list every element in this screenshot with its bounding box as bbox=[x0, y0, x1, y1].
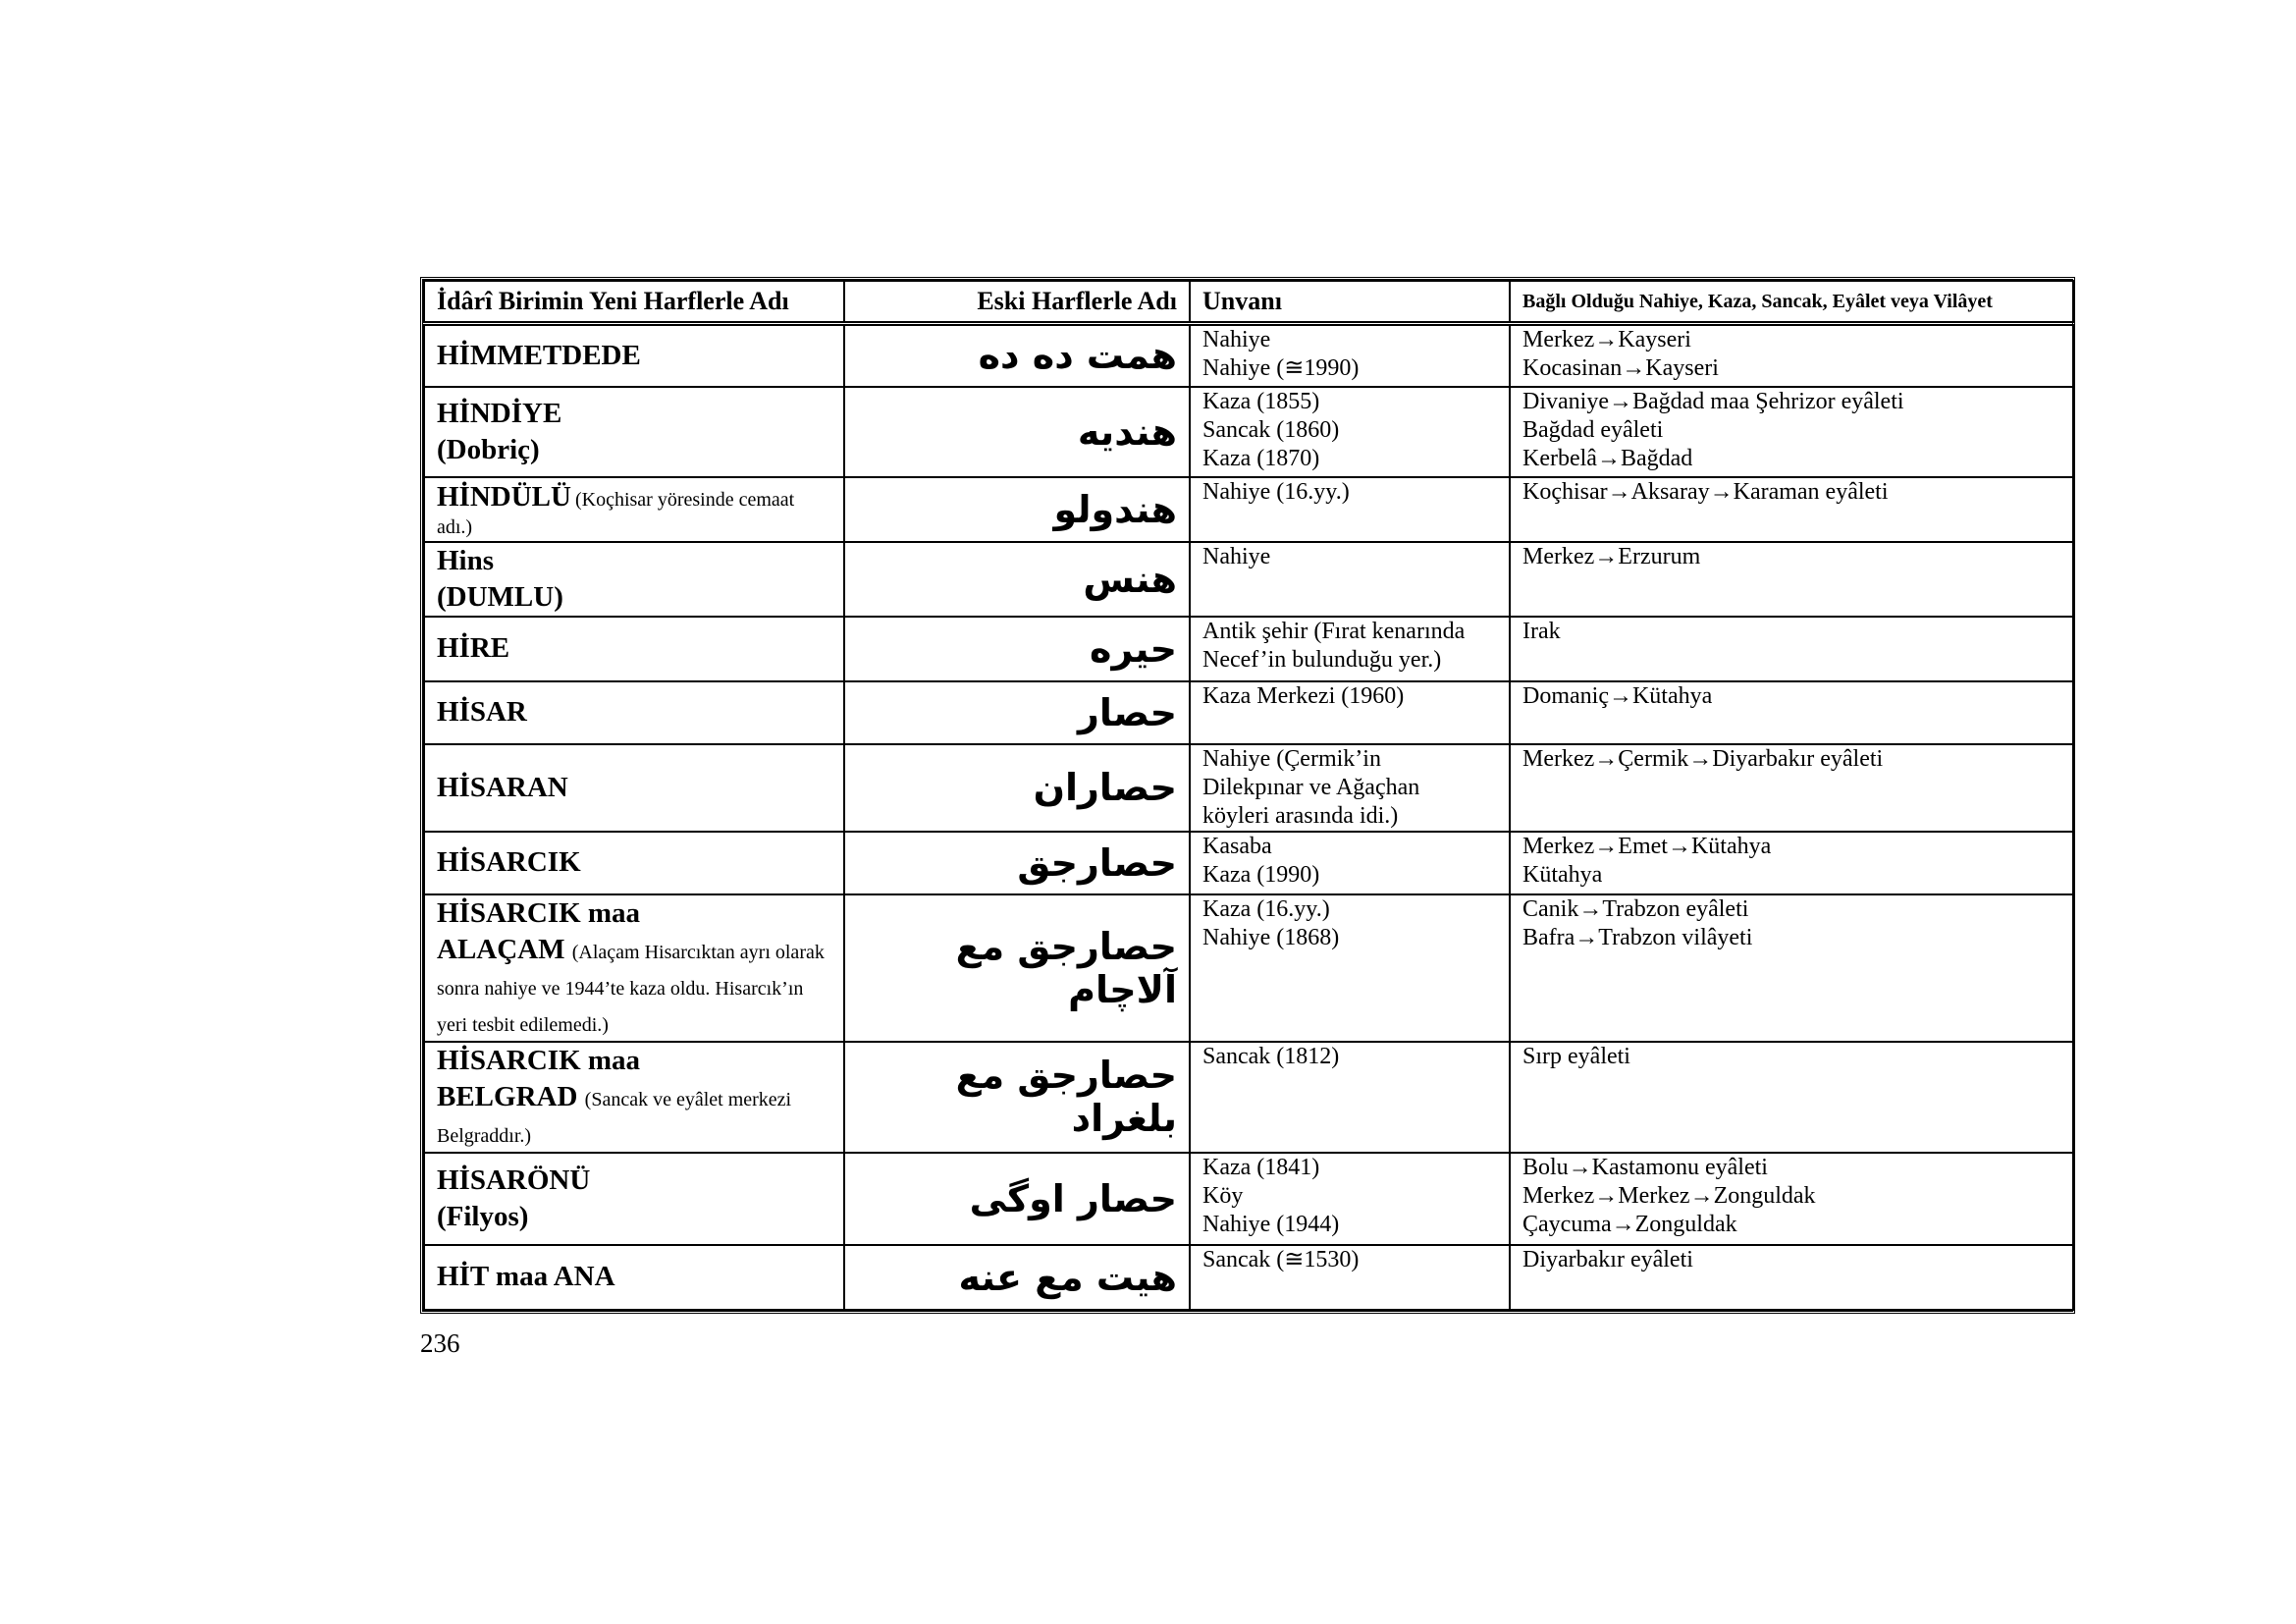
unit-title-cell bbox=[1190, 1153, 1510, 1245]
title-line: köyleri arasında idi.) bbox=[1202, 802, 1399, 829]
unit-name-line bbox=[437, 338, 831, 374]
table-header-row bbox=[424, 281, 2073, 324]
unit-title-cell bbox=[1190, 324, 1510, 387]
unit-name-cell bbox=[424, 324, 844, 387]
table-row bbox=[424, 324, 2073, 387]
arabic-name-cell: حصارجق مع آلاچام bbox=[844, 894, 1190, 1042]
arabic-name-cell: هيت مع عنه bbox=[844, 1245, 1190, 1310]
table-row bbox=[424, 1042, 2073, 1153]
table-row bbox=[424, 1245, 2073, 1310]
unit-name-secondary bbox=[437, 1199, 831, 1235]
unit-note: (Sancak ve eyâlet merkezi Belgraddır.) bbox=[437, 1088, 792, 1147]
unit-name-cell bbox=[424, 477, 844, 542]
affiliation-line: Kütahya bbox=[1522, 861, 1603, 888]
affiliation-line: Kocasinan→Kayseri bbox=[1522, 355, 1719, 381]
unit-name-line bbox=[437, 770, 831, 806]
title-line: Kasaba bbox=[1202, 833, 1272, 859]
arabic-name-cell: حصار bbox=[844, 681, 1190, 744]
unit-name-cell bbox=[424, 542, 844, 617]
unit-name-line bbox=[437, 844, 831, 881]
arabic-name-cell: هندولو bbox=[844, 477, 1190, 542]
unit-title-cell bbox=[1190, 387, 1510, 477]
arabic-name-cell: حيره bbox=[844, 617, 1190, 681]
title-line: Necef’in bulunduğu yer.) bbox=[1202, 646, 1442, 673]
unit-name-secondary bbox=[437, 432, 831, 468]
affiliation-line: Çaycuma→Zonguldak bbox=[1522, 1211, 1737, 1237]
affiliation-cell bbox=[1510, 832, 2073, 894]
unit-name-line2: (DUMLU) bbox=[437, 580, 563, 613]
arabic-name-cell: حصاران bbox=[844, 744, 1190, 832]
unit-title-cell bbox=[1190, 681, 1510, 744]
title-line: Antik şehir (Fırat kenarında bbox=[1202, 618, 1466, 644]
title-line: Nahiye bbox=[1202, 543, 1271, 569]
affiliation-line: Bafra→Trabzon vilâyeti bbox=[1522, 924, 1753, 950]
unit-title-cell bbox=[1190, 542, 1510, 617]
title-line: Sancak (≅1530) bbox=[1202, 1246, 1360, 1272]
unit-note: (Alaçam Hisarcıktan ayrı olarak sonra nahiye ve 1944’te kaza oldu. Hisarcık’ın yeri tesbit edilemedi.) bbox=[437, 941, 825, 1036]
header-title: Unvanı bbox=[1190, 281, 1510, 324]
unit-name-cell bbox=[424, 894, 844, 1042]
title-line: Nahiye bbox=[1202, 327, 1271, 352]
unit-title-cell bbox=[1190, 744, 1510, 832]
affiliation-line: Merkez→Emet→Kütahya bbox=[1522, 833, 1772, 859]
unit-name-line2: BELGRAD bbox=[437, 1080, 578, 1112]
title-line: Nahiye (16.yy.) bbox=[1202, 478, 1350, 505]
affiliation-line: Irak bbox=[1522, 618, 1561, 644]
unit-name-secondary bbox=[437, 579, 831, 616]
table-row bbox=[424, 387, 2073, 477]
affiliation-line: Merkez→Kayseri bbox=[1522, 327, 1691, 352]
unit-note: (Koçhisar yöresinde cemaat adı.) bbox=[437, 488, 795, 538]
unit-name-cell bbox=[424, 1042, 844, 1153]
affiliation-line: Bağdad eyâleti bbox=[1522, 416, 1664, 443]
title-line: Kaza (1855) bbox=[1202, 388, 1320, 414]
unit-name: HİSARCIK maa bbox=[437, 1044, 641, 1076]
unit-name-cell bbox=[424, 1153, 844, 1245]
header-affiliation: Bağlı Olduğu Nahiye, Kaza, Sancak, Eyâlet veya Vilâyet bbox=[1510, 281, 2073, 324]
title-line: Nahiye (Çermik’in bbox=[1202, 745, 1381, 772]
title-line: Dilekpınar ve Ağaçhan bbox=[1202, 774, 1420, 800]
unit-name: HİNDÜLÜ bbox=[437, 480, 571, 513]
affiliation-line: Merkez→Çermik→Diyarbakır eyâleti bbox=[1522, 745, 1884, 772]
affiliation-line: Sırp eyâleti bbox=[1522, 1043, 1630, 1069]
unit-name: HİSARAN bbox=[437, 771, 568, 803]
arabic-name-cell: هنس bbox=[844, 542, 1190, 617]
unit-title-cell bbox=[1190, 617, 1510, 681]
affiliation-cell bbox=[1510, 1245, 2073, 1310]
affiliation-cell bbox=[1510, 324, 2073, 387]
table-row bbox=[424, 477, 2073, 542]
unit-name: HİSARÖNÜ bbox=[437, 1164, 591, 1196]
unit-name-line2: ALAÇAM bbox=[437, 933, 565, 965]
affiliation-line: Merkez→Erzurum bbox=[1522, 543, 1701, 569]
unit-name-line bbox=[437, 1259, 831, 1295]
unit-name-line bbox=[437, 479, 831, 540]
header-new-name: İdârî Birimin Yeni Harflerle Adı bbox=[424, 281, 844, 324]
affiliation-line: Canik→Trabzon eyâleti bbox=[1522, 895, 1749, 922]
table-row bbox=[424, 681, 2073, 744]
unit-name: HİSARCIK maa bbox=[437, 896, 641, 929]
unit-name-cell bbox=[424, 832, 844, 894]
title-line: Nahiye (1944) bbox=[1202, 1211, 1340, 1237]
table-row bbox=[424, 542, 2073, 617]
arabic-name-cell: حصار اوگى bbox=[844, 1153, 1190, 1245]
title-line: Kaza (1870) bbox=[1202, 445, 1320, 471]
unit-title-cell bbox=[1190, 1042, 1510, 1153]
title-line: Sancak (1812) bbox=[1202, 1043, 1340, 1069]
arabic-name-cell: حصارجق مع بلغراد bbox=[844, 1042, 1190, 1153]
unit-name: HİSARCIK bbox=[437, 846, 581, 878]
unit-name-cell bbox=[424, 681, 844, 744]
affiliation-line: Diyarbakır eyâleti bbox=[1522, 1246, 1693, 1272]
title-line: Kaza (1841) bbox=[1202, 1154, 1320, 1180]
affiliation-line: Divaniye→Bağdad maa Şehrizor eyâleti bbox=[1522, 388, 1904, 414]
unit-title-cell bbox=[1190, 832, 1510, 894]
table-body bbox=[424, 324, 2073, 1310]
unit-name: HİNDİYE bbox=[437, 397, 562, 429]
arabic-name-cell: همت ده ده bbox=[844, 324, 1190, 387]
admin-units-table-frame bbox=[420, 277, 2075, 1314]
unit-name: HİSAR bbox=[437, 696, 527, 728]
unit-title-cell bbox=[1190, 477, 1510, 542]
affiliation-cell bbox=[1510, 477, 2073, 542]
arabic-name-cell: حصارجق bbox=[844, 832, 1190, 894]
affiliation-cell bbox=[1510, 387, 2073, 477]
unit-title-cell bbox=[1190, 894, 1510, 1042]
page-number: 236 bbox=[420, 1328, 460, 1358]
unit-name: Hins bbox=[437, 544, 495, 576]
affiliation-cell bbox=[1510, 1153, 2073, 1245]
affiliation-line: Domaniç→Kütahya bbox=[1522, 682, 1713, 709]
affiliation-line: Bolu→Kastamonu eyâleti bbox=[1522, 1154, 1768, 1180]
admin-units-table bbox=[423, 280, 2074, 1311]
unit-name-cell bbox=[424, 1245, 844, 1310]
unit-name-secondary bbox=[437, 1079, 831, 1152]
table-row bbox=[424, 617, 2073, 681]
unit-title-cell bbox=[1190, 1245, 1510, 1310]
header-old-script-name: Eski Harflerle Adı bbox=[844, 281, 1190, 324]
affiliation-line: Koçhisar→Aksaray→Karaman eyâleti bbox=[1522, 478, 1889, 505]
table-row bbox=[424, 744, 2073, 832]
title-line: Kaza Merkezi (1960) bbox=[1202, 682, 1405, 709]
arabic-name-cell: هنديه bbox=[844, 387, 1190, 477]
affiliation-cell bbox=[1510, 542, 2073, 617]
affiliation-cell bbox=[1510, 894, 2073, 1042]
affiliation-cell bbox=[1510, 744, 2073, 832]
unit-name-cell bbox=[424, 387, 844, 477]
table-row bbox=[424, 1153, 2073, 1245]
affiliation-line: Merkez→Merkez→Zonguldak bbox=[1522, 1182, 1816, 1209]
unit-name-cell bbox=[424, 744, 844, 832]
unit-name-line bbox=[437, 630, 831, 667]
affiliation-cell bbox=[1510, 617, 2073, 681]
unit-name-cell bbox=[424, 617, 844, 681]
table-row bbox=[424, 894, 2073, 1042]
unit-name-line bbox=[437, 694, 831, 731]
title-line: Nahiye (1868) bbox=[1202, 924, 1340, 950]
unit-name: HİT maa ANA bbox=[437, 1261, 615, 1292]
affiliation-line: Kerbelâ→Bağdad bbox=[1522, 445, 1693, 471]
table-row bbox=[424, 832, 2073, 894]
unit-name: HİMMETDEDE bbox=[437, 339, 641, 371]
title-line: Kaza (1990) bbox=[1202, 861, 1320, 888]
affiliation-cell bbox=[1510, 1042, 2073, 1153]
title-line: Nahiye (≅1990) bbox=[1202, 355, 1360, 381]
affiliation-cell bbox=[1510, 681, 2073, 744]
unit-name-line2: (Dobriç) bbox=[437, 433, 540, 465]
title-line: Sancak (1860) bbox=[1202, 416, 1340, 443]
unit-name: HİRE bbox=[437, 632, 510, 664]
title-line: Kaza (16.yy.) bbox=[1202, 895, 1330, 922]
unit-name-line2: (Filyos) bbox=[437, 1200, 529, 1232]
unit-name-secondary bbox=[437, 932, 831, 1041]
title-line: Köy bbox=[1202, 1182, 1244, 1209]
